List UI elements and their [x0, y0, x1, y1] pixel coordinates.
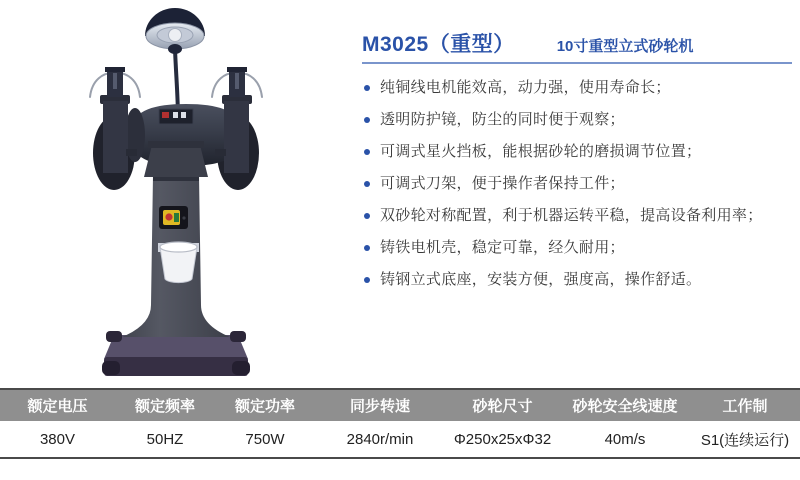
- motor-nameplate: [159, 109, 193, 124]
- spec-value-cell: Φ250x25xΦ32: [453, 430, 552, 448]
- feature-text: 铸钢立式底座，安装方便，强度高，操作舒适。: [380, 271, 702, 288]
- feature-item: [362, 174, 798, 194]
- spark-guard-right: [212, 67, 262, 97]
- coolant-cup: [158, 242, 199, 283]
- machine-base: [102, 331, 250, 376]
- feature-item: [362, 238, 798, 258]
- spec-header-row: [0, 388, 800, 421]
- feature-text: 可调式刀架，便于操作者保持工件；: [380, 175, 625, 192]
- product-title: M3025（重型）: [362, 33, 515, 56]
- spec-value-row: [0, 421, 800, 459]
- feature-item: [362, 206, 798, 226]
- title-underline: [362, 62, 792, 64]
- product-image-pedestal-grinder: [60, 5, 340, 390]
- spec-value-cell: 50HZ: [146, 430, 184, 448]
- product-subtitle: 10寸重型立式砂轮机: [556, 38, 694, 55]
- bullet-icon: [364, 149, 370, 155]
- spec-header-cell: 砂轮安全线速度: [572, 398, 678, 415]
- spec-header-cell: 同步转速: [349, 398, 410, 415]
- spec-value-cell: S1(连续运行): [700, 431, 790, 449]
- spec-value-cell: 40m/s: [604, 430, 646, 448]
- feature-text: 可调式星火挡板，能根据砂轮的磨损调节位置；: [380, 143, 702, 160]
- spark-guard-left: [90, 67, 140, 97]
- spec-header-cell: 额定功率: [234, 398, 295, 415]
- bullet-icon: [364, 277, 370, 283]
- spec-value-cell: 750W: [245, 430, 285, 448]
- feature-text: 透明防护镜，防尘的同时便于观察；: [380, 111, 625, 128]
- spec-value-cell: 2840r/min: [346, 430, 414, 448]
- spec-header-cell: 额定电压: [27, 398, 88, 415]
- bullet-icon: [364, 245, 370, 251]
- spec-header-cell: 砂轮尺寸: [472, 398, 533, 415]
- feature-item: [362, 270, 798, 290]
- feature-text: 铸铁电机壳，稳定可靠，经久耐用；: [380, 239, 625, 256]
- title-row: [362, 28, 794, 58]
- bullet-icon: [364, 117, 370, 123]
- bullet-icon: [364, 85, 370, 91]
- feature-list: [362, 78, 798, 302]
- spec-header-cell: 工作制: [722, 398, 768, 415]
- feature-text: 双砂轮对称配置，利于机器运转平稳，提高设备利用率；: [380, 207, 763, 224]
- feature-item: [362, 142, 798, 162]
- motor-mount: [144, 145, 208, 177]
- feature-item: [362, 78, 798, 98]
- feature-text: 纯铜线电机能效高，动力强，使用寿命长；: [380, 79, 671, 96]
- bullet-icon: [364, 181, 370, 187]
- bullet-icon: [364, 213, 370, 219]
- spec-value-cell: 380V: [39, 430, 76, 448]
- work-lamp-icon: [145, 8, 205, 54]
- feature-item: [362, 110, 798, 130]
- power-switch: [159, 206, 188, 229]
- spec-table: [0, 388, 800, 459]
- motor-mount-ridge: [148, 141, 204, 148]
- spec-header-cell: 额定频率: [134, 398, 195, 415]
